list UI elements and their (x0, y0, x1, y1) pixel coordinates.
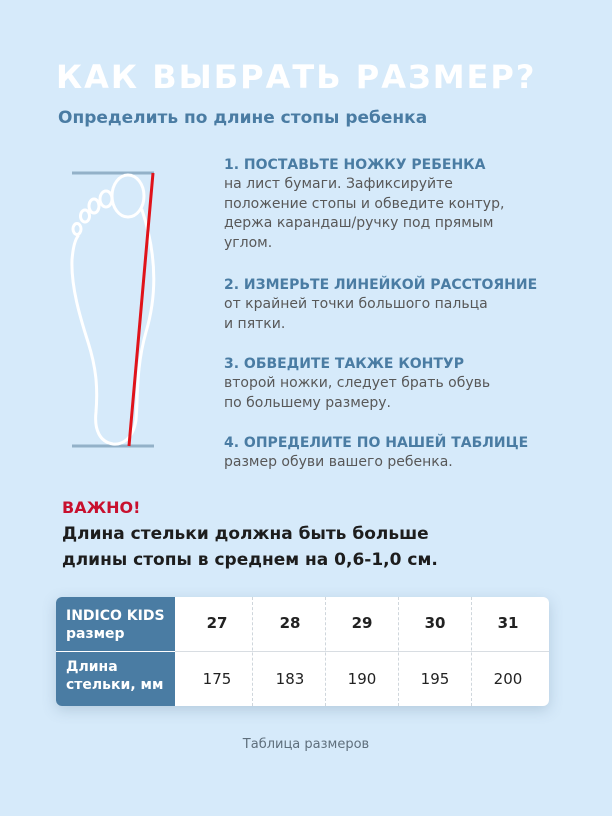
step-2-heading: 2. ИЗМЕРЬТЕ ЛИНЕЙКОЙ РАССТОЯНИЕ (224, 277, 538, 293)
step-3-text: второй ножки, следует брать обувь по большему размеру. (224, 375, 491, 411)
insole-length-cell: 183 (275, 670, 305, 688)
size-cell: 28 (279, 614, 301, 632)
step-3 (224, 354, 574, 413)
step-3-heading: 3. ОБВЕДИТЕ ТАКЖЕ КОНТУР (224, 356, 464, 372)
step-1 (224, 155, 574, 253)
size-table (56, 597, 549, 706)
size-cell: 29 (351, 614, 373, 632)
page-subtitle: Определить по длине стопы ребенка (58, 108, 428, 128)
step-1-heading: 1. ПОСТАВЬТЕ НОЖКУ РЕБЕНКА (224, 157, 486, 173)
size-cell: 30 (424, 614, 446, 632)
size-cell: 27 (206, 614, 228, 632)
page-title: КАК ВЫБРАТЬ РАЗМЕР? (56, 58, 537, 96)
insole-row-header: Длина стельки, мм (66, 659, 164, 693)
insole-length-cell: 175 (202, 670, 232, 688)
step-2-text: от крайней точки большого пальца и пятки. (224, 296, 488, 332)
step-4-heading: 4. ОПРЕДЕЛИТЕ ПО НАШЕЙ ТАБЛИЦЕ (224, 435, 529, 451)
foot-outline-icon (66, 162, 156, 452)
important-text: Длина стельки должна быть больше длины стопы в среднем на 0,6-1,0 см. (62, 524, 438, 570)
important-label: ВАЖНО! (62, 498, 141, 517)
size-cell: 31 (497, 614, 519, 632)
step-1-text: на лист бумаги. Зафиксируйте положение стопы и обведите контур, держа карандаш/ручку под прямым углом. (224, 176, 505, 251)
step-4 (224, 433, 574, 473)
insole-length-cell: 200 (493, 670, 523, 688)
size-row-header: INDICO KIDS размер (66, 608, 165, 642)
step-4-text: размер обуви вашего ребенка. (224, 454, 453, 470)
step-2 (224, 275, 574, 334)
insole-length-cell: 195 (420, 670, 450, 688)
insole-length-cell: 190 (347, 670, 377, 688)
header-divider (56, 651, 175, 652)
table-caption: Таблица размеров (242, 737, 370, 752)
